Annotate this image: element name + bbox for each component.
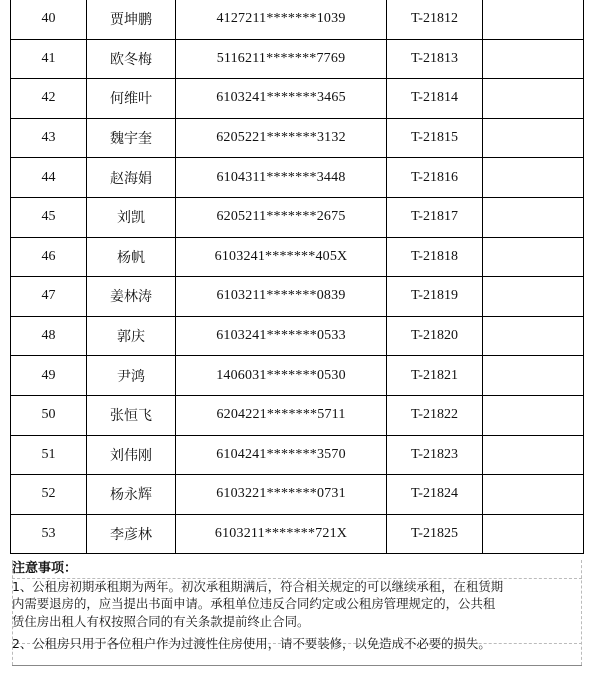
notes-section <box>12 560 582 653</box>
tenant-name-cell[interactable]: 欧冬梅 <box>87 39 176 79</box>
empty-cell[interactable] <box>483 118 584 158</box>
id-number-cell[interactable]: 6103241*******3465 <box>176 79 387 119</box>
table-row <box>11 316 584 356</box>
tenant-name-cell[interactable]: 杨帆 <box>87 237 176 277</box>
contract-code-cell[interactable]: T-21819 <box>387 277 483 317</box>
row-number-cell[interactable]: 43 <box>11 118 87 158</box>
row-number-cell[interactable]: 44 <box>11 158 87 198</box>
contract-code-cell[interactable]: T-21817 <box>387 197 483 237</box>
contract-code-cell[interactable]: T-21818 <box>387 237 483 277</box>
empty-cell[interactable] <box>483 475 584 515</box>
id-number-cell[interactable]: 6204221*******5711 <box>176 395 387 435</box>
contract-code-cell[interactable]: T-21825 <box>387 514 483 554</box>
table-row <box>11 39 584 79</box>
empty-cell[interactable] <box>483 39 584 79</box>
tenant-name-cell[interactable]: 郭庆 <box>87 316 176 356</box>
id-number-cell[interactable]: 6103211*******721X <box>176 514 387 554</box>
note-item-1-line-2: 内需要退房的，应当提出书面申请。承租单位违反合同约定或公租房管理规定的，公共租 <box>12 596 496 611</box>
contract-code-cell[interactable]: T-21813 <box>387 39 483 79</box>
table-row <box>11 237 584 277</box>
contract-code-cell[interactable]: T-21820 <box>387 316 483 356</box>
contract-code-cell[interactable]: T-21822 <box>387 395 483 435</box>
id-number-cell[interactable]: 1406031*******0530 <box>176 356 387 396</box>
empty-cell[interactable] <box>483 395 584 435</box>
tenant-name-cell[interactable]: 刘凯 <box>87 197 176 237</box>
tenant-name-cell[interactable]: 刘伟刚 <box>87 435 176 475</box>
id-number-cell[interactable]: 5116211*******7769 <box>176 39 387 79</box>
row-number-cell[interactable]: 42 <box>11 79 87 119</box>
tenant-name-cell[interactable]: 魏宇奎 <box>87 118 176 158</box>
row-number-cell[interactable]: 50 <box>11 395 87 435</box>
id-number-cell[interactable]: 6104311*******3448 <box>176 158 387 198</box>
row-number-cell[interactable]: 53 <box>11 514 87 554</box>
empty-cell[interactable] <box>483 435 584 475</box>
tenant-name-cell[interactable]: 杨永辉 <box>87 475 176 515</box>
table-row <box>11 514 584 554</box>
empty-cell[interactable] <box>483 79 584 119</box>
empty-cell[interactable] <box>483 197 584 237</box>
table-row <box>11 277 584 317</box>
table-row <box>11 118 584 158</box>
tenant-name-cell[interactable]: 张恒飞 <box>87 395 176 435</box>
table-row <box>11 395 584 435</box>
contract-code-cell[interactable]: T-21824 <box>387 475 483 515</box>
tenant-name-cell[interactable]: 李彦林 <box>87 514 176 554</box>
empty-cell[interactable] <box>483 316 584 356</box>
row-number-cell[interactable]: 46 <box>11 237 87 277</box>
empty-cell[interactable] <box>483 237 584 277</box>
empty-cell[interactable] <box>483 158 584 198</box>
id-number-cell[interactable]: 6103211*******0839 <box>176 277 387 317</box>
empty-cell[interactable] <box>483 0 584 39</box>
tenant-name-cell[interactable]: 赵海娟 <box>87 158 176 198</box>
contract-code-cell[interactable]: T-21812 <box>387 0 483 39</box>
row-number-cell[interactable]: 41 <box>11 39 87 79</box>
empty-cell[interactable] <box>483 514 584 554</box>
tenant-name-cell[interactable]: 姜林涛 <box>87 277 176 317</box>
contract-code-cell[interactable]: T-21814 <box>387 79 483 119</box>
id-number-cell[interactable]: 6205211*******2675 <box>176 197 387 237</box>
row-number-cell[interactable]: 47 <box>11 277 87 317</box>
table-row <box>11 158 584 198</box>
row-number-cell[interactable]: 52 <box>11 475 87 515</box>
contract-code-cell[interactable]: T-21816 <box>387 158 483 198</box>
contract-code-cell[interactable]: T-21823 <box>387 435 483 475</box>
table-row <box>11 0 584 39</box>
notes-title: 注意事项： <box>12 561 78 576</box>
id-number-cell[interactable]: 6103221*******0731 <box>176 475 387 515</box>
note-item-2: 2、公租房只用于各位租户作为过渡性住房使用，请不要装修，以免造成不必要的损失。 <box>12 636 491 651</box>
id-number-cell[interactable]: 4127211*******1039 <box>176 0 387 39</box>
id-number-cell[interactable]: 6205221*******3132 <box>176 118 387 158</box>
row-divider <box>12 665 582 666</box>
row-number-cell[interactable]: 49 <box>11 356 87 396</box>
row-number-cell[interactable]: 48 <box>11 316 87 356</box>
row-number-cell[interactable]: 40 <box>11 0 87 39</box>
table-row <box>11 475 584 515</box>
id-number-cell[interactable]: 6103241*******405X <box>176 237 387 277</box>
tenant-name-cell[interactable]: 贾坤鹏 <box>87 0 176 39</box>
tenant-table <box>10 0 584 554</box>
id-number-cell[interactable]: 6104241*******3570 <box>176 435 387 475</box>
table-row <box>11 356 584 396</box>
id-number-cell[interactable]: 6103241*******0533 <box>176 316 387 356</box>
tenant-name-cell[interactable]: 尹鸿 <box>87 356 176 396</box>
table-row <box>11 435 584 475</box>
table-row <box>11 79 584 119</box>
table-row <box>11 197 584 237</box>
empty-cell[interactable] <box>483 356 584 396</box>
note-item-1-line-1: 1、公租房初期承租期为两年。初次承租期满后，符合相关规定的可以继续承租，在租赁期 <box>12 578 504 594</box>
contract-code-cell[interactable]: T-21815 <box>387 118 483 158</box>
empty-cell[interactable] <box>483 277 584 317</box>
row-number-cell[interactable]: 51 <box>11 435 87 475</box>
row-number-cell[interactable]: 45 <box>11 197 87 237</box>
tenant-name-cell[interactable]: 何维叶 <box>87 79 176 119</box>
contract-code-cell[interactable]: T-21821 <box>387 356 483 396</box>
note-item-1-line-3: 赁住房出租人有权按照合同的有关条款提前终止合同。 <box>12 613 310 629</box>
